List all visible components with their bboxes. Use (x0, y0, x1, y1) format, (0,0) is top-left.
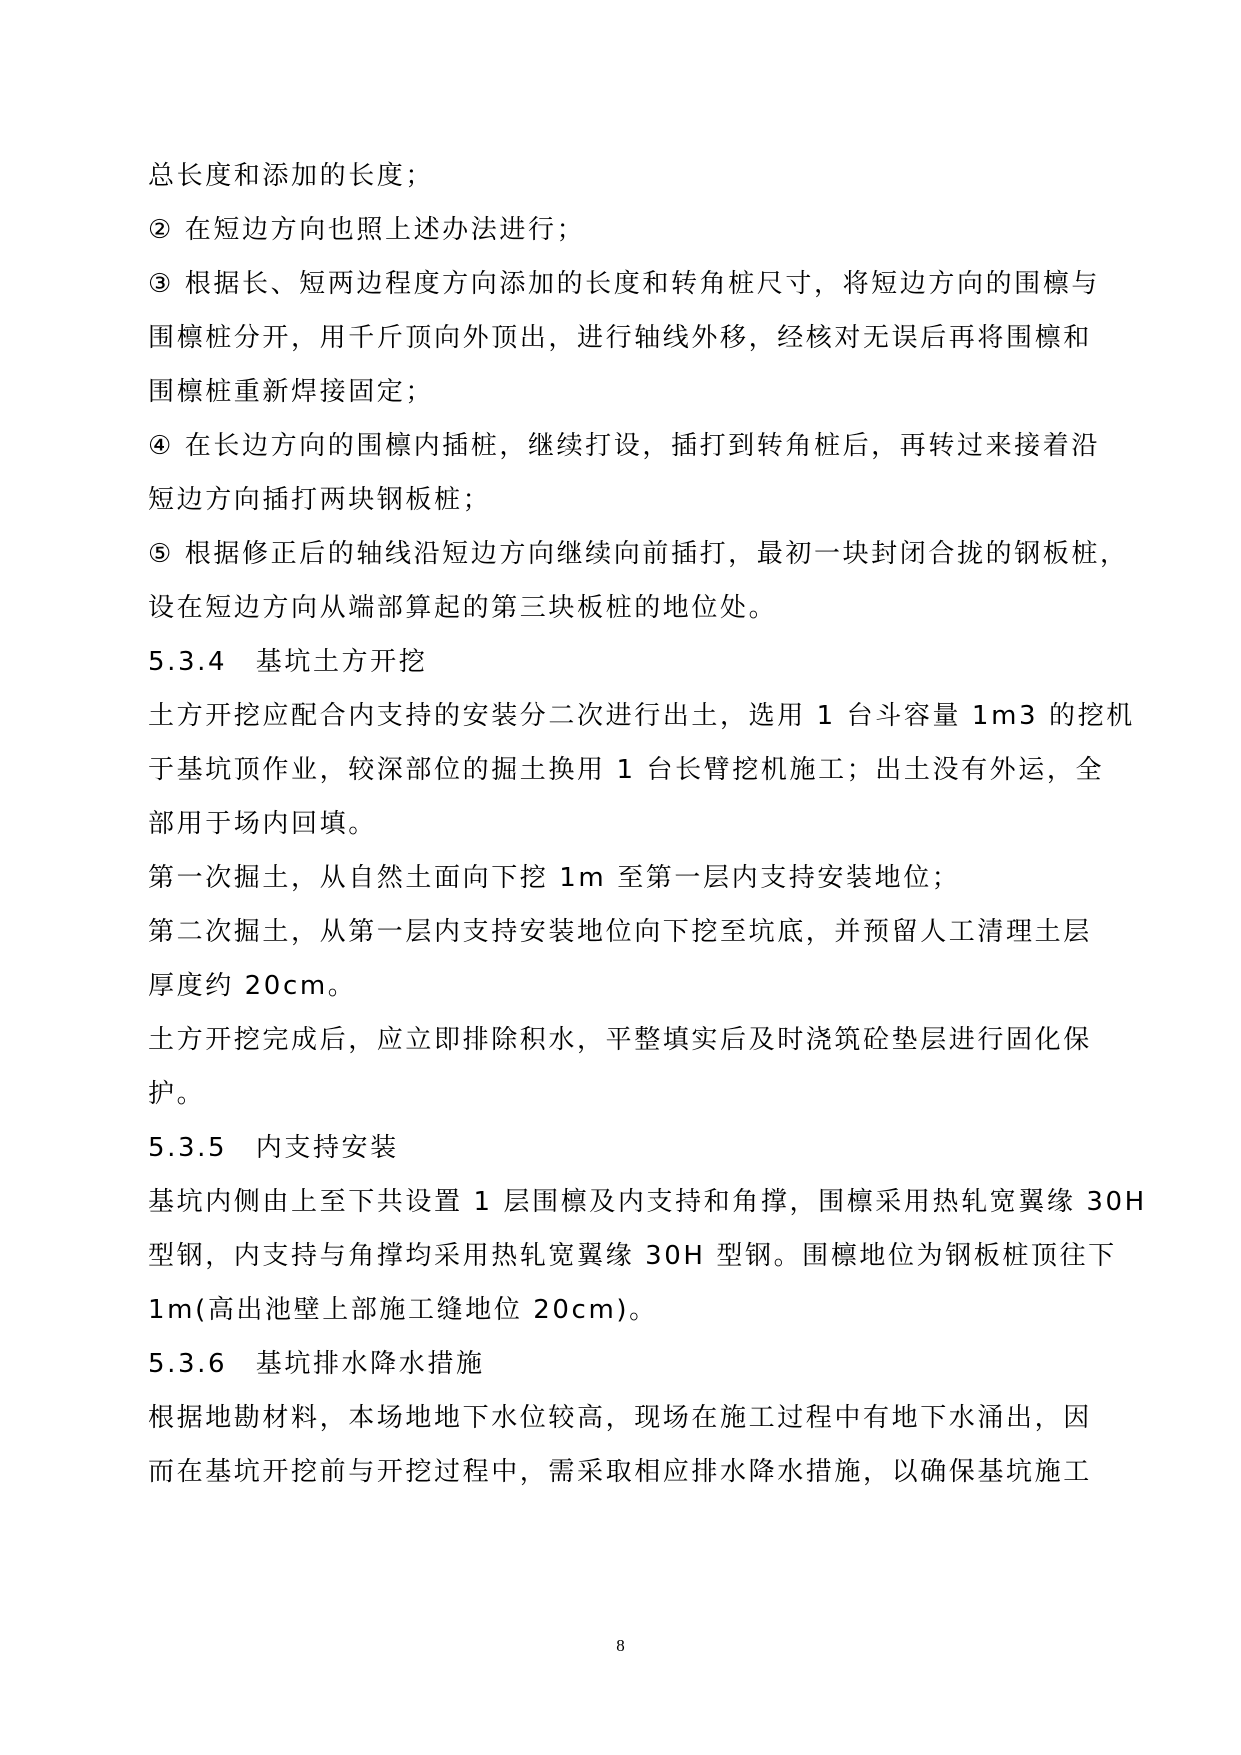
text-line: 型钢，内支持与角撑均采用热轧宽翼缘 30H 型钢。围檩地位为钢板桩顶往下 (148, 1241, 1117, 1271)
section-heading: 5.3.6 基坑排水降水措施 (148, 1349, 485, 1379)
text-line: 根据地勘材料，本场地地下水位较高，现场在施工过程中有地下水涌出，因 (148, 1403, 1092, 1433)
list-item: ③ 根据长、短两边程度方向添加的长度和转角桩尺寸，将短边方向的围檩与 (148, 269, 1100, 299)
text-line: 1m(高出池壁上部施工缝地位 20cm)。 (148, 1295, 658, 1325)
text-line: 厚度约 20cm。 (148, 971, 357, 1001)
text-line: 护。 (148, 1079, 206, 1109)
page-number: 8 (616, 1636, 625, 1655)
list-item: ④ 在长边方向的围檩内插桩，继续打设，插打到转角桩后，再转过来接着沿 (148, 431, 1100, 461)
text-line: 基坑内侧由上至下共设置 1 层围檩及内支持和角撑，围檩采用热轧宽翼缘 30H (148, 1187, 1147, 1217)
section-heading: 5.3.4 基坑土方开挖 (148, 647, 428, 677)
text-line: 部用于场内回填。 (148, 809, 377, 839)
text-line: 围檩桩重新焊接固定； (148, 377, 435, 407)
section-heading: 5.3.5 内支持安装 (148, 1133, 399, 1163)
text-line: 而在基坑开挖前与开挖过程中，需采取相应排水降水措施，以确保基坑施工 (148, 1457, 1092, 1487)
text-line: 总长度和添加的长度； (148, 161, 435, 191)
list-item: ② 在短边方向也照上述办法进行； (148, 215, 586, 245)
text-line: 设在短边方向从端部算起的第三块板桩的地位处。 (148, 593, 778, 623)
text-line: 短边方向插打两块钢板桩； (148, 485, 492, 515)
text-line: 于基坑顶作业，较深部位的掘土换用 1 台长臂挖机施工；出土没有外运，全 (148, 755, 1105, 785)
text-line: 围檩桩分开，用千斤顶向外顶出，进行轴线外移，经核对无误后再将围檩和 (148, 323, 1092, 353)
text-line: 土方开挖应配合内支持的安装分二次进行出土，选用 1 台斗容量 1m3 的挖机 (148, 701, 1135, 731)
text-line: 第一次掘土，从自然土面向下挖 1m 至第一层内支持安装地位； (148, 863, 961, 893)
list-item: ⑤ 根据修正后的轴线沿短边方向继续向前插打，最初一块封闭合拢的钢板桩， (148, 539, 1129, 569)
text-line: 土方开挖完成后，应立即排除积水，平整填实后及时浇筑砼垫层进行固化保 (148, 1025, 1092, 1055)
text-line: 第二次掘土，从第一层内支持安装地位向下挖至坑底，并预留人工清理土层 (148, 917, 1092, 947)
